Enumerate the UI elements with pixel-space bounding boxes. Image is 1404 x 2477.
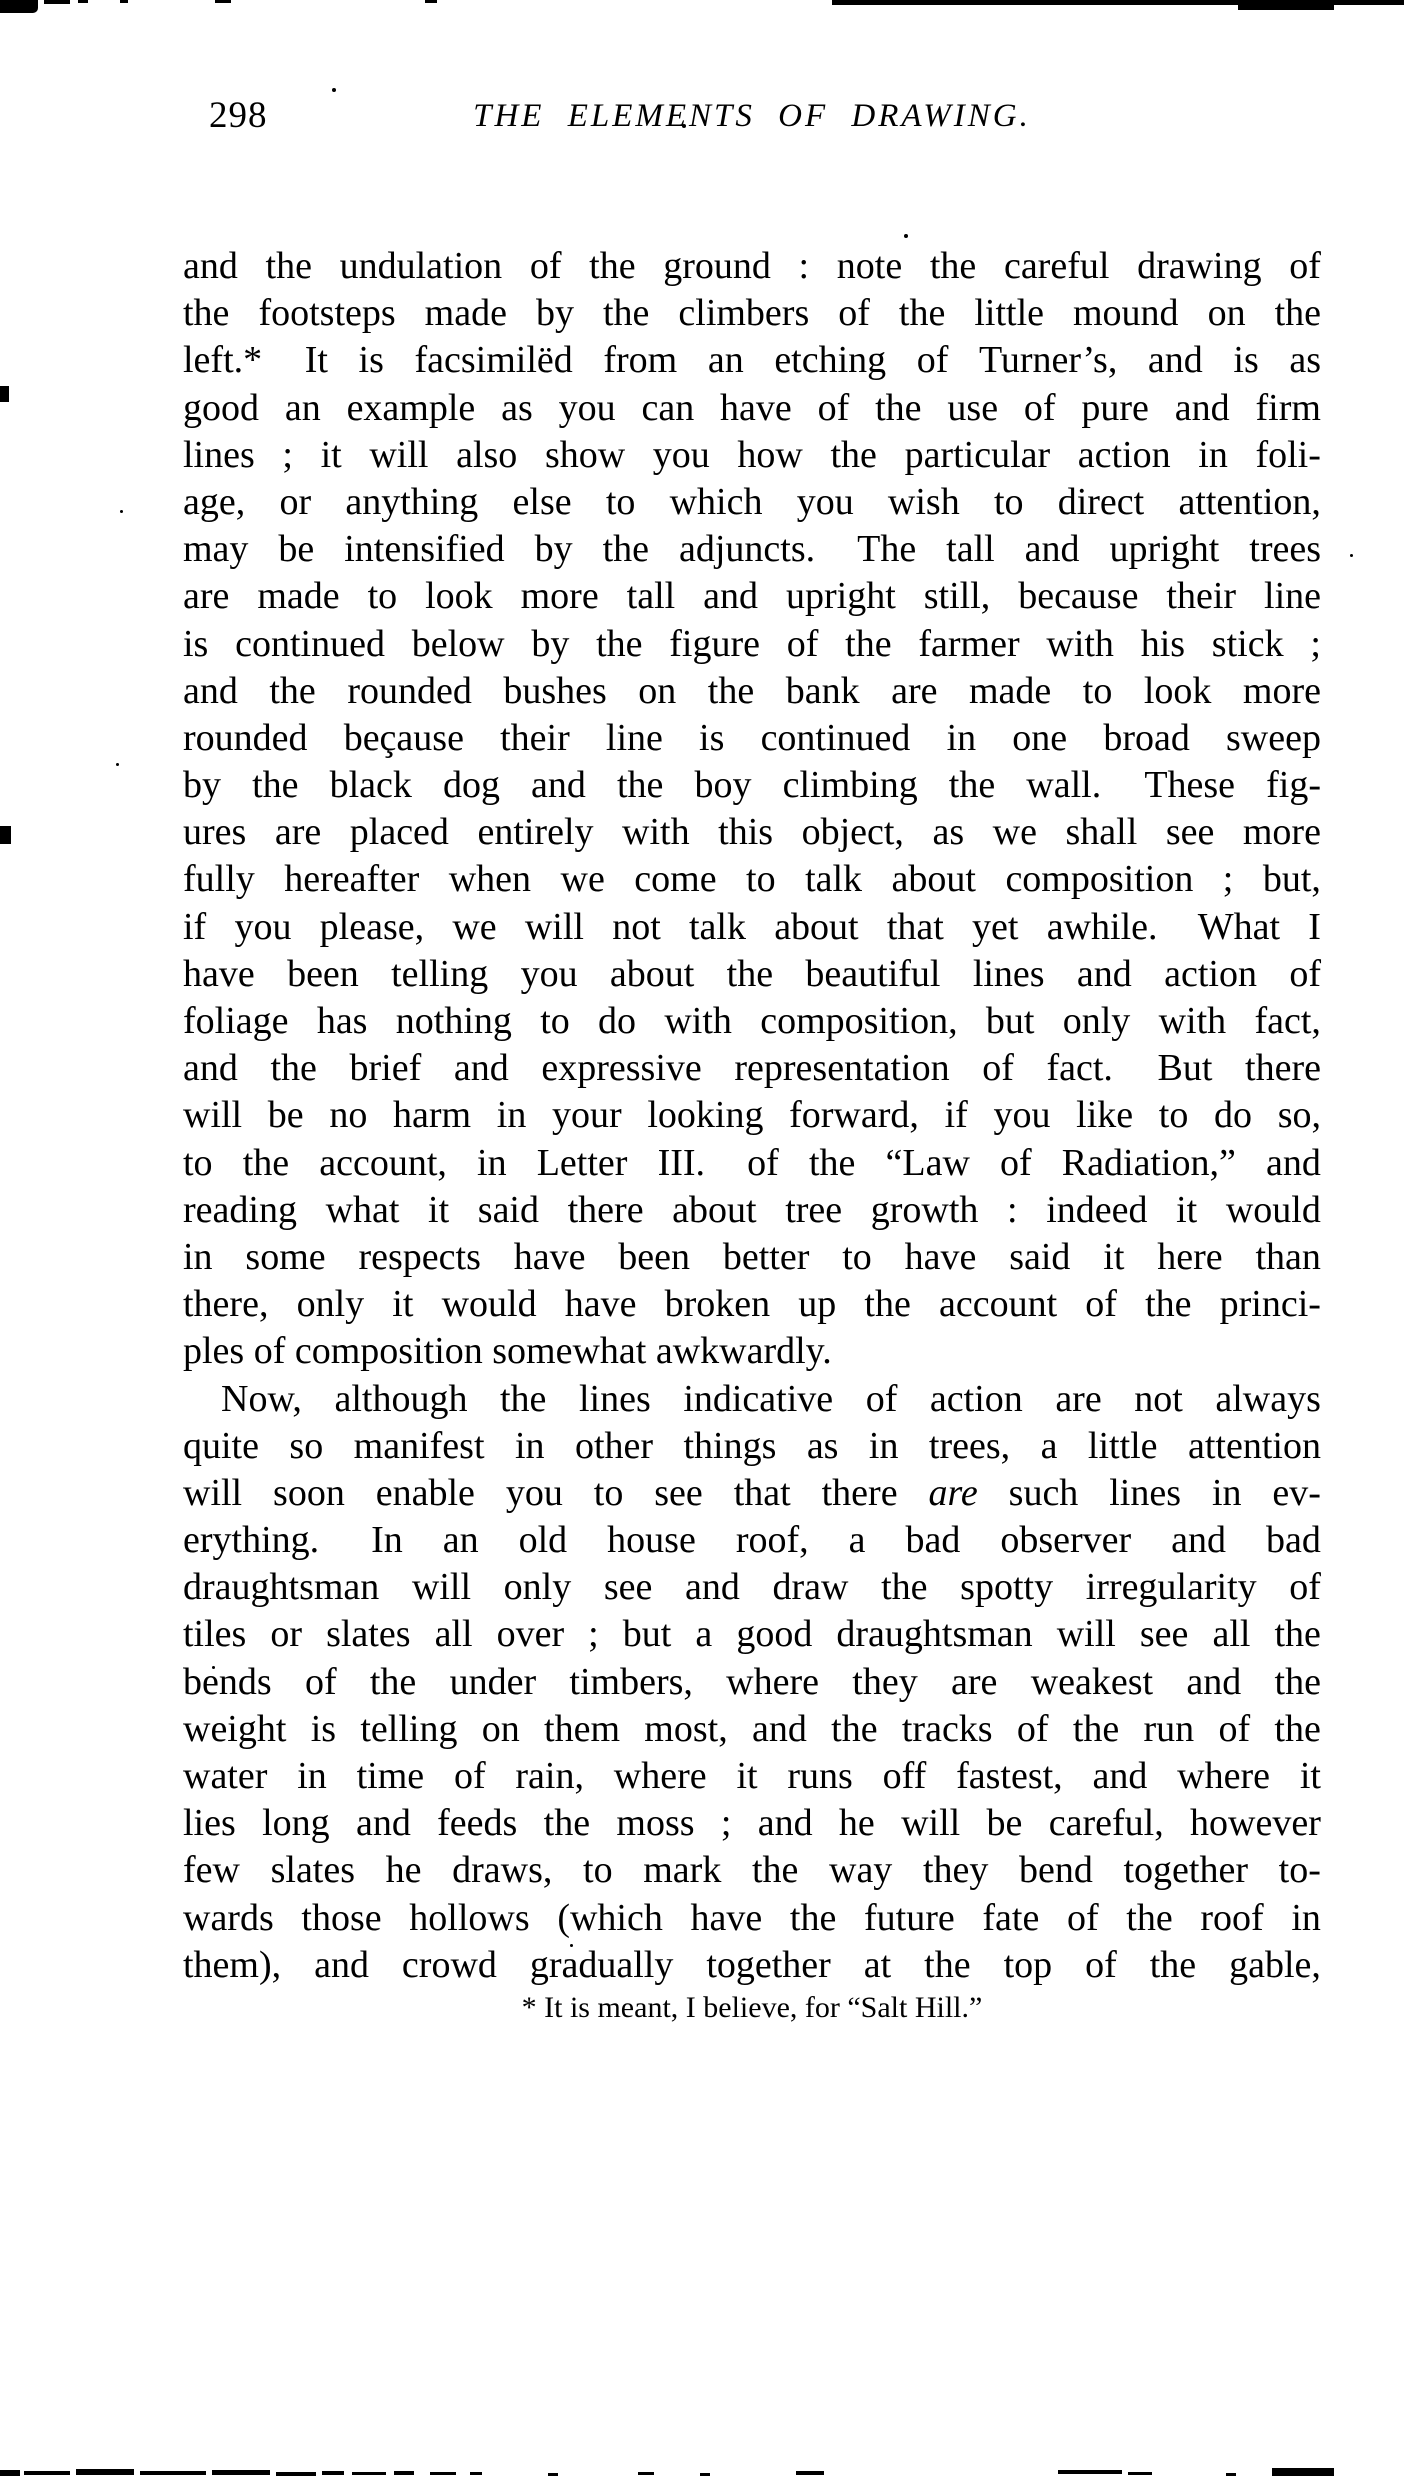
text-line: lines ; it will also show you how the particular action in foli-	[183, 433, 1321, 476]
scan-artifact-top-dash	[215, 0, 231, 3]
scan-artifact-bottom-dash	[0, 2470, 20, 2476]
text-line: in some respects have been better to have said it here than	[183, 1235, 1321, 1278]
text-line: water in time of rain, where it runs off fastest, and where it	[183, 1755, 1321, 1797]
text-line: ures are placed entirely with this object, as we shall see more	[183, 811, 1321, 854]
scan-artifact-left-tick	[0, 386, 9, 402]
scan-artifact-bottom-blob	[1272, 2468, 1334, 2476]
scan-artifact-bottom-dash	[76, 2469, 134, 2475]
scan-artifact-bottom-dash	[352, 2472, 386, 2475]
scan-speck	[1350, 554, 1353, 557]
scan-artifact-bottom-dash	[140, 2471, 206, 2475]
text-line: bends of the under timbers, where they are weakest and the	[183, 1660, 1321, 1703]
scan-artifact-top-dash	[78, 0, 88, 3]
text-line: age, or anything else to which you wish to direct attention,	[183, 480, 1321, 523]
footnote: * It is meant, I believe, for “Salt Hill.”	[521, 1991, 983, 2024]
scan-speck	[332, 88, 336, 92]
text-line: and the rounded bushes on the bank are made to look more	[183, 669, 1321, 712]
scan-artifact-bottom-dash	[796, 2471, 824, 2475]
text-line: reading what it said there about tree growth : indeed it would	[183, 1188, 1321, 1231]
text-block	[183, 243, 1321, 1989]
page-number: 298	[209, 95, 268, 136]
text-line: will be no harm in your looking forward, if you like to do so,	[183, 1094, 1321, 1137]
text-line: Now, although the lines indicative of action are not always	[221, 1377, 1321, 1420]
scan-speck	[904, 234, 908, 238]
text-line: and the undulation of the ground : note the careful drawing of	[183, 245, 1321, 287]
scan-artifact-top-edge-thick	[1238, 0, 1334, 10]
text-line: good an example as you can have of the use of pure and firm	[183, 386, 1321, 429]
text-line: are made to look more tall and upright still, because their line	[183, 575, 1321, 618]
text-line: fully hereafter when we come to talk about composition ; but,	[183, 858, 1321, 901]
text-line: erything. In an old house roof, a bad observer and bad	[183, 1519, 1321, 1562]
scan-speck	[116, 763, 119, 766]
scan-artifact-bottom-dash	[394, 2471, 414, 2475]
scan-artifact-bottom-dash	[548, 2473, 558, 2476]
scan-artifact-bottom-dash	[1058, 2470, 1122, 2474]
running-title: THE ELEMENTS OF DRAWING.	[473, 98, 1031, 134]
text-line: them), and crowd gradually together at the top of the gable,	[183, 1943, 1321, 1986]
scan-artifact-top-dash	[120, 0, 128, 3]
text-line: and the brief and expressive representation of fact. But there	[183, 1047, 1321, 1090]
scan-artifact-bottom-dash	[24, 2471, 70, 2475]
text-line: there, only it would have broken up the account of the princi-	[183, 1283, 1321, 1326]
text-line: ples of composition somewhat awkwardly.	[183, 1330, 832, 1373]
text-line: if you please, we will not talk about that yet awhile. What I	[183, 905, 1321, 948]
text-line: the footsteps made by the climbers of the little mound on the	[183, 292, 1321, 335]
scan-artifact-bottom-dash	[276, 2472, 316, 2476]
text-line: may be intensified by the adjuncts. The tall and upright trees	[183, 528, 1321, 571]
page-header	[183, 94, 1321, 140]
text-line: tiles or slates all over ; but a good draughtsman will see all the	[183, 1613, 1321, 1656]
scan-artifact-bottom-dash	[212, 2470, 270, 2475]
text-line: have been telling you about the beautiful lines and action of	[183, 952, 1321, 995]
scan-artifact-top-left-blob	[0, 0, 38, 13]
text-line: left.* It is facsimilëd from an etching of Turner’s, and is as	[183, 339, 1321, 382]
scan-artifact-bottom-dash	[470, 2472, 482, 2475]
scan-artifact-bottom-dash	[700, 2473, 710, 2476]
text-line: quite so manifest in other things as in trees, a little attention	[183, 1424, 1321, 1467]
scan-artifact-bottom-dash	[638, 2472, 654, 2475]
scan-artifact-bottom-dash	[1226, 2473, 1236, 2476]
scan-artifact-top-dash	[425, 0, 437, 3]
text-line: to the account, in Letter III. of the “Law of Radiation,” and	[183, 1141, 1321, 1184]
scan-artifact-bottom-dash	[322, 2471, 344, 2475]
text-line: lies long and feeds the moss ; and he will be careful, however	[183, 1802, 1321, 1845]
scan-artifact-top-dash	[44, 0, 70, 4]
text-line: is continued below by the figure of the farmer with his stick ;	[183, 622, 1321, 665]
text-line: draughtsman will only see and draw the spotty irregularity of	[183, 1566, 1321, 1609]
scan-speck	[120, 510, 123, 513]
text-line: few slates he draws, to mark the way they bend together to-	[183, 1849, 1321, 1892]
text-line: weight is telling on them most, and the tracks of the run of the	[183, 1707, 1321, 1750]
text-line: will soon enable you to see that there are such lines in ev-	[183, 1471, 1321, 1514]
text-line: rounded beçause their line is continued in one broad sweep	[183, 716, 1321, 759]
scan-artifact-bottom-dash	[430, 2472, 456, 2475]
scan-artifact-bottom-dash	[1128, 2472, 1152, 2475]
scan-artifact-left-tick	[0, 826, 11, 844]
text-line: foliage has nothing to do with composition, but only with fact,	[183, 1000, 1321, 1042]
text-line: wards those hollows (which have the future fate of the roof in	[183, 1896, 1321, 1939]
text-line: by the black dog and the boy climbing the wall. These fig-	[183, 764, 1321, 807]
